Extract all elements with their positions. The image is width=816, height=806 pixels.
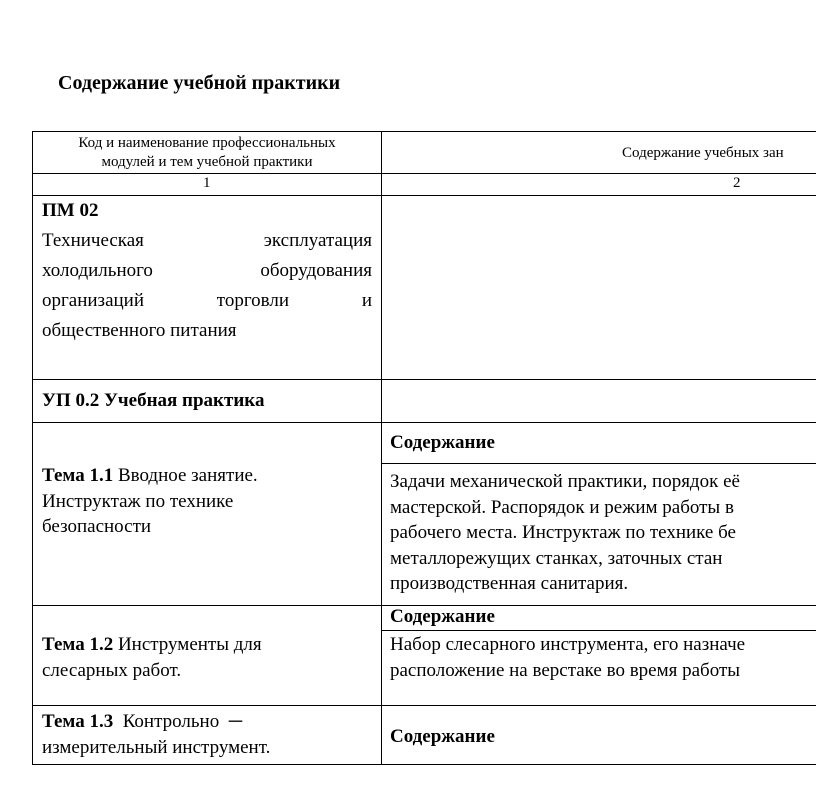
row-divider [381,630,816,631]
topic-code: Тема 1.3 [42,711,114,732]
column-divider [381,132,382,764]
pm-line: организаций торговли и [42,290,372,311]
row-divider [33,705,816,706]
topic-code: Тема 1.1 [42,465,114,486]
topic-1-3-name: Тема 1.3 Контрольно ─ измерительный инструмент. [42,711,271,758]
header-col1-line: Код и наименование профессиональных [78,135,336,151]
pm-line: Техническая эксплуатация [42,230,372,251]
row-divider [381,463,816,464]
pm-line: общественного питания [42,320,237,341]
pm-line: холодильного оборудования [42,260,372,281]
topic-1-2-content: Набор слесарного инструмента, его назначе расположение на верстаке во время работы [390,634,746,681]
topic-1-1-content-label: Содержание [390,432,495,453]
practice-table [32,131,816,765]
page-title: Содержание учебной практики [58,72,341,94]
topic-1-2-content-label: Содержание [390,606,495,627]
row-divider [33,422,816,423]
column-number-1: 1 [203,175,211,191]
topic-1-1-name: Тема 1.1 Вводное занятие. Инструктаж по технике безопасности [42,465,258,537]
topic-1-1-content: Задачи механической практики, порядок её мастерской. Распорядок и режим работы в рабочего места. Инструктаж по технике бе металлорежущих станках, заточных стан производственная санитария. [390,471,740,594]
topic-1-2-name: Тема 1.2 Инструменты для слесарных работ. [42,634,262,681]
row-divider [33,173,816,174]
up-label: УП 0.2 Учебная практика [42,390,265,411]
header-col1-line: модулей и тем учебной практики [101,154,313,170]
pm-code: ПМ 02 [42,200,99,221]
pm-cell [42,196,372,346]
topic-1-3-content-label: Содержание [390,726,495,747]
header-col2: Содержание учебных зан [622,145,784,161]
column-number-2: 2 [733,175,741,191]
topic-code: Тема 1.2 [42,634,114,655]
header-col1 [33,134,381,172]
row-divider [33,379,816,380]
